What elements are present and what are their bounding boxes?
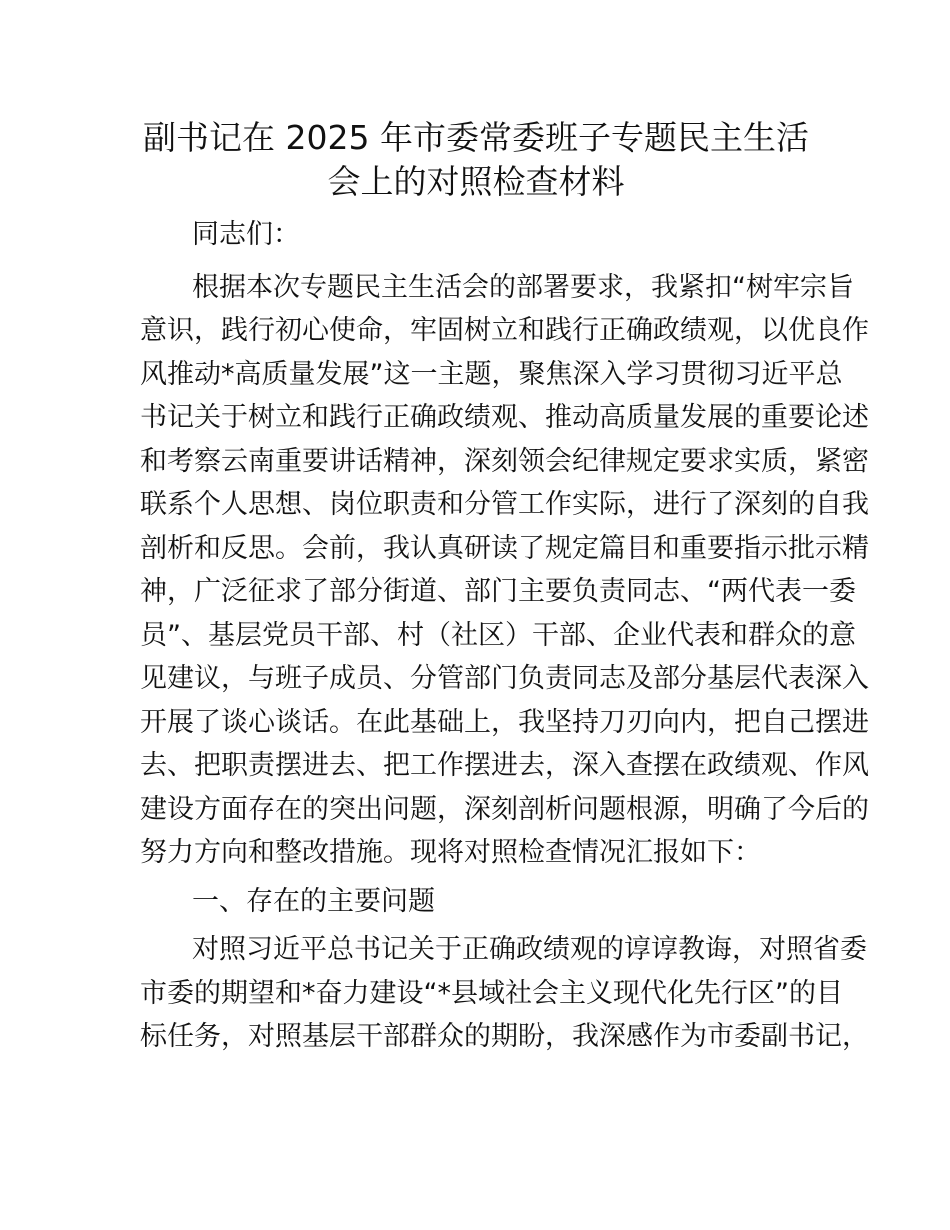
paragraph-line: 员”、基层党员干部、村（社区）干部、企业代表和群众的意 <box>140 619 856 651</box>
paragraph-line: 努力方向和整改措施。现将对照检查情况汇报如下： <box>140 837 761 868</box>
title-line: 副书记在 2025 年市委常委班子专题民主生活 <box>143 118 809 157</box>
paragraph-line: 书记关于树立和践行正确政绩观、推动高质量发展的重要论述 <box>140 402 869 433</box>
paragraph-line: 市委的期望和*奋力建设“*县域社会主义现代化先行区”的目 <box>140 977 843 1009</box>
salutation <box>140 213 812 257</box>
salutation-text: 同志们： <box>192 219 300 250</box>
paragraph-line: 意识，践行初心使命，牢固树立和践行正确政绩观，以优良作 <box>140 315 869 346</box>
paragraph-line: 一、存在的主要问题 <box>192 885 435 917</box>
paragraph-line: 对照习近平总书记关于正确政绩观的谆谆教诲，对照省委 <box>192 934 867 965</box>
paragraph-line: 联系个人思想、岗位职责和分管工作实际，进行了深刻的自我 <box>140 489 869 520</box>
body-paragraph <box>140 928 869 1059</box>
intro-paragraph <box>140 266 869 875</box>
paragraph-line: 建设方面存在的突出问题，深刻剖析问题根源，明确了今后的 <box>140 793 869 825</box>
paragraph-line: 风推动*高质量发展”这一主题，聚焦深入学习贯彻习近平总 <box>140 358 843 390</box>
paragraph-line: 开展了谈心谈话。在此基础上，我坚持刀刃向内，把自己摆进 <box>140 706 869 738</box>
paragraph-line: 神，广泛征求了部分街道、部门主要负责同志、“两代表一委 <box>140 576 856 607</box>
paragraph-line: 见建议，与班子成员、分管部门负责同志及部分基层代表深入 <box>140 663 869 694</box>
paragraph-line: 去、把职责摆进去、把工作摆进去，深入查摆在政绩观、作风 <box>140 750 869 781</box>
title-line: 会上的对照检查材料 <box>327 162 625 201</box>
paragraph-line: 和考察云南重要讲话精神，深刻领会纪律规定要求实质，紧密 <box>140 445 869 477</box>
paragraph-line: 根据本次专题民主生活会的部署要求，我紧扣“树牢宗旨 <box>192 271 854 303</box>
document-page <box>140 116 869 1059</box>
section-heading <box>140 880 812 924</box>
document-title <box>140 116 812 204</box>
paragraph-line: 剖析和反思。会前，我认真研读了规定篇目和重要指示批示精 <box>140 532 869 564</box>
paragraph-line: 标任务，对照基层干部群众的期盼，我深感作为市委副书记， <box>140 1021 869 1052</box>
